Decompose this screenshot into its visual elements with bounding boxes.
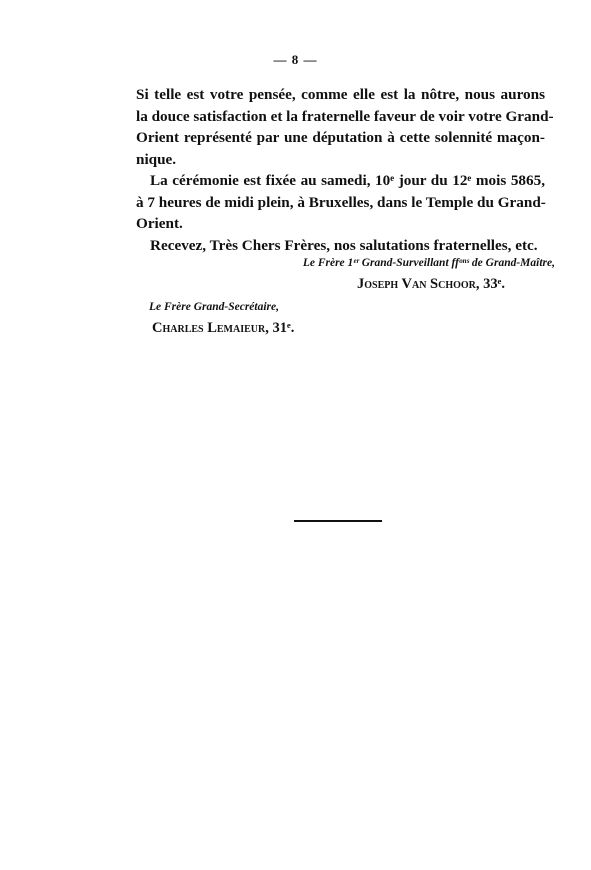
paragraph-1 [136, 84, 554, 170]
text-line: à 7 heures de midi plein, à Bruxelles, dans le Temple du Grand- [136, 193, 546, 211]
text-line: Orient représenté par une députation à cette solennité maçon- [136, 129, 545, 146]
first-signature-title [270, 257, 555, 269]
paragraph-3 [136, 235, 545, 257]
paragraph-2 [136, 170, 545, 235]
text-line: Recevez, Très Chers Frères, nos salutations fraternelles, etc. [150, 236, 538, 254]
closing-rule [294, 520, 382, 522]
text-line: nique. [136, 150, 177, 168]
page-number: — 8 — [273, 52, 318, 67]
first-signature-name: Joseph Van Schoor, 33ᵉ. [357, 276, 506, 292]
text-line: Si telle est votre pensée, comme elle est la nôtre, nous aurons [136, 86, 545, 103]
signature-title: Le Frère 1ᵉʳ Grand-Surveillant ffᵒⁿˢ de Grand-Maître, [302, 257, 555, 269]
text-line: La cérémonie est fixée au samedi, 10ᵉ jour du 12ᵉ mois 5865, [150, 172, 545, 189]
text-line: la douce satisfaction et la fraternelle faveur de voir votre Grand- [136, 107, 554, 125]
second-signature-name: Charles Lemaieur, 31ᵉ. [152, 320, 295, 336]
letter-body [136, 84, 554, 256]
text-line: Orient. [136, 215, 183, 232]
second-signature-title [149, 301, 279, 313]
signature-title: Le Frère Grand-Secrétaire, [149, 301, 279, 313]
